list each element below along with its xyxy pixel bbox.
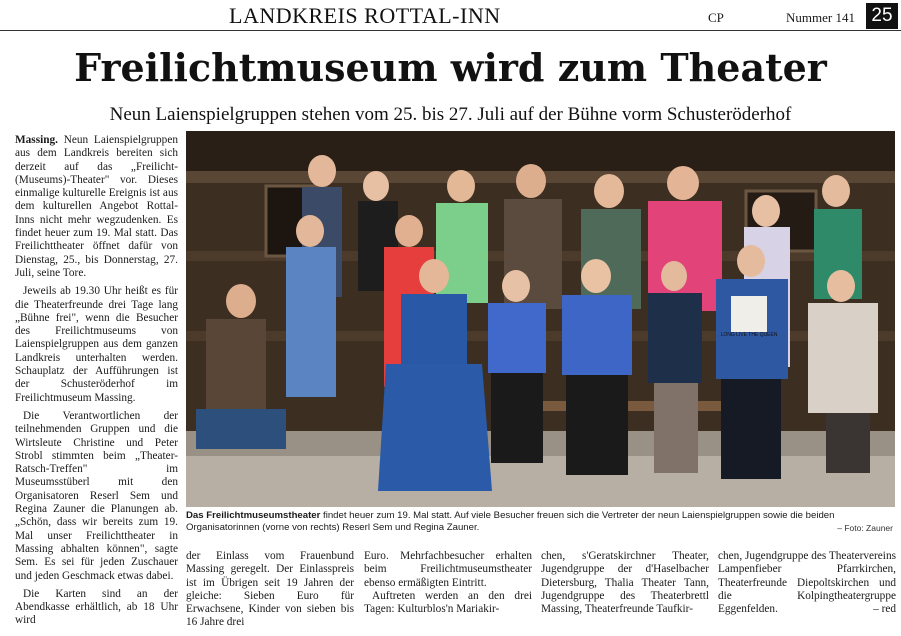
group-photo: [186, 131, 895, 507]
page-number: 25: [866, 3, 898, 29]
column-5-text: chen, Jugendgruppe des Theatervereins Lampenfieber Pfarrkirchen, Theaterfreunde Diepoltskirchen und die Kolpingtheatergruppe Eggenfelden.: [718, 550, 896, 616]
dateline: Massing.: [15, 134, 58, 146]
header-rule: [0, 30, 901, 31]
column-3-para-2: [364, 590, 532, 617]
article-headline: Freilichtmuseum wird zum Theater: [74, 45, 827, 90]
caption-lead: Das Freilichtmuseumstheater: [186, 510, 321, 521]
article-column-4: chen, s'Geratskirchner Theater, Jugendgruppe der d'Haselbacher Dietersburg, Thalia Theater Tann, Jugendgruppe des Theaterbrettl Massing, Theaterfreunde Taufkir-: [541, 550, 709, 616]
article-column-2: der Einlass vom Frauenbund Massing geregelt. Der Einlasspreis ist im Übrigen seit 19 Jahren der gleiche: Sieben Euro für Erwachsene, Kinder von sieben bis 16 Jahre drei: [186, 550, 354, 629]
author-signature: – red: [873, 603, 896, 616]
paragraph-3: Die Verantwortlichen der teilnehmenden Gruppen und die Wirtsleute Christine und Peter Strobl stimmten beim „Theater-Ratsch-Treffen" im Museumsstüberl mit den Organisatoren Reserl Sem und Regina Zauner die Planungen ab. „Schön, dass wir bereits zum 19. Mal unser Freilichttheater in Massing abhalten können", sagte Sem. Es sei für jeden Zuschauer und jeden Geschmack etwas dabei.: [15, 409, 178, 582]
photo-credit: – Foto: Zauner: [837, 523, 893, 533]
paragraph-4: Die Karten sind an der Abendkasse erhältlich, ab 18 Uhr wird: [15, 587, 178, 627]
article-left-column: [15, 134, 178, 633]
column-3-para-2-text: Auftreten werden an den drei Tagen: Kulturblos'n Mariakir-: [364, 589, 532, 616]
edition-code: CP: [708, 10, 724, 25]
caption-text: findet heuer zum 19. Mal statt. Auf viele Besucher freuen sich die Vertreter der neun Laienspielgruppen sowie die beiden Organisatorinnen (vorne von rechts) Reserl Sem und Regina Zauner.: [186, 510, 835, 533]
article-column-5: [718, 550, 896, 616]
section-title: LANDKREIS ROTTAL-INN: [229, 3, 501, 28]
article-column-3: [364, 550, 532, 616]
photo-caption: [186, 510, 897, 534]
article-subheadline: Neun Laienspielgruppen stehen vom 25. bis 27. Juli auf der Bühne vorm Schusteröderhof: [109, 104, 792, 125]
paragraph-1-text: Neun Laienspielgruppen aus dem Landkreis bereiten sich derzeit auf das „Freilicht-(Museums)-Theater" vor. Dieses einmalige kulturelle Ereignis ist aus dem kulturellen Angebot Rottal-Inns nicht mehr wegzudenken. Es findet heuer zum 19. Mal statt. Das Freilichttheater öffnet dafür von Dienstag, 25., bis Donnerstag, 27. Juli, seine Tore.: [15, 134, 178, 279]
column-3-para-1: Euro. Mehrfachbesucher erhalten beim Freilichtmuseumstheater ebenso ermäßigten Eintritt.: [364, 550, 532, 589]
shirt-print-text: LONG LIVE THE QUEEN: [720, 332, 778, 338]
paragraph-2: Jeweils ab 19.30 Uhr heißt es für die Theaterfreunde drei Tage lang „Bühne frei", wenn die Besucher des Freilichtmuseums von Laienspielgruppen aus dem ganzen Landkreis unterhalten werden. Schauplatz der Aufführungen ist der Schusteröderhof im Freilichtmuseum Massing.: [15, 285, 178, 404]
paragraph-1: [15, 134, 178, 280]
issue-number: Nummer 141: [786, 10, 855, 25]
